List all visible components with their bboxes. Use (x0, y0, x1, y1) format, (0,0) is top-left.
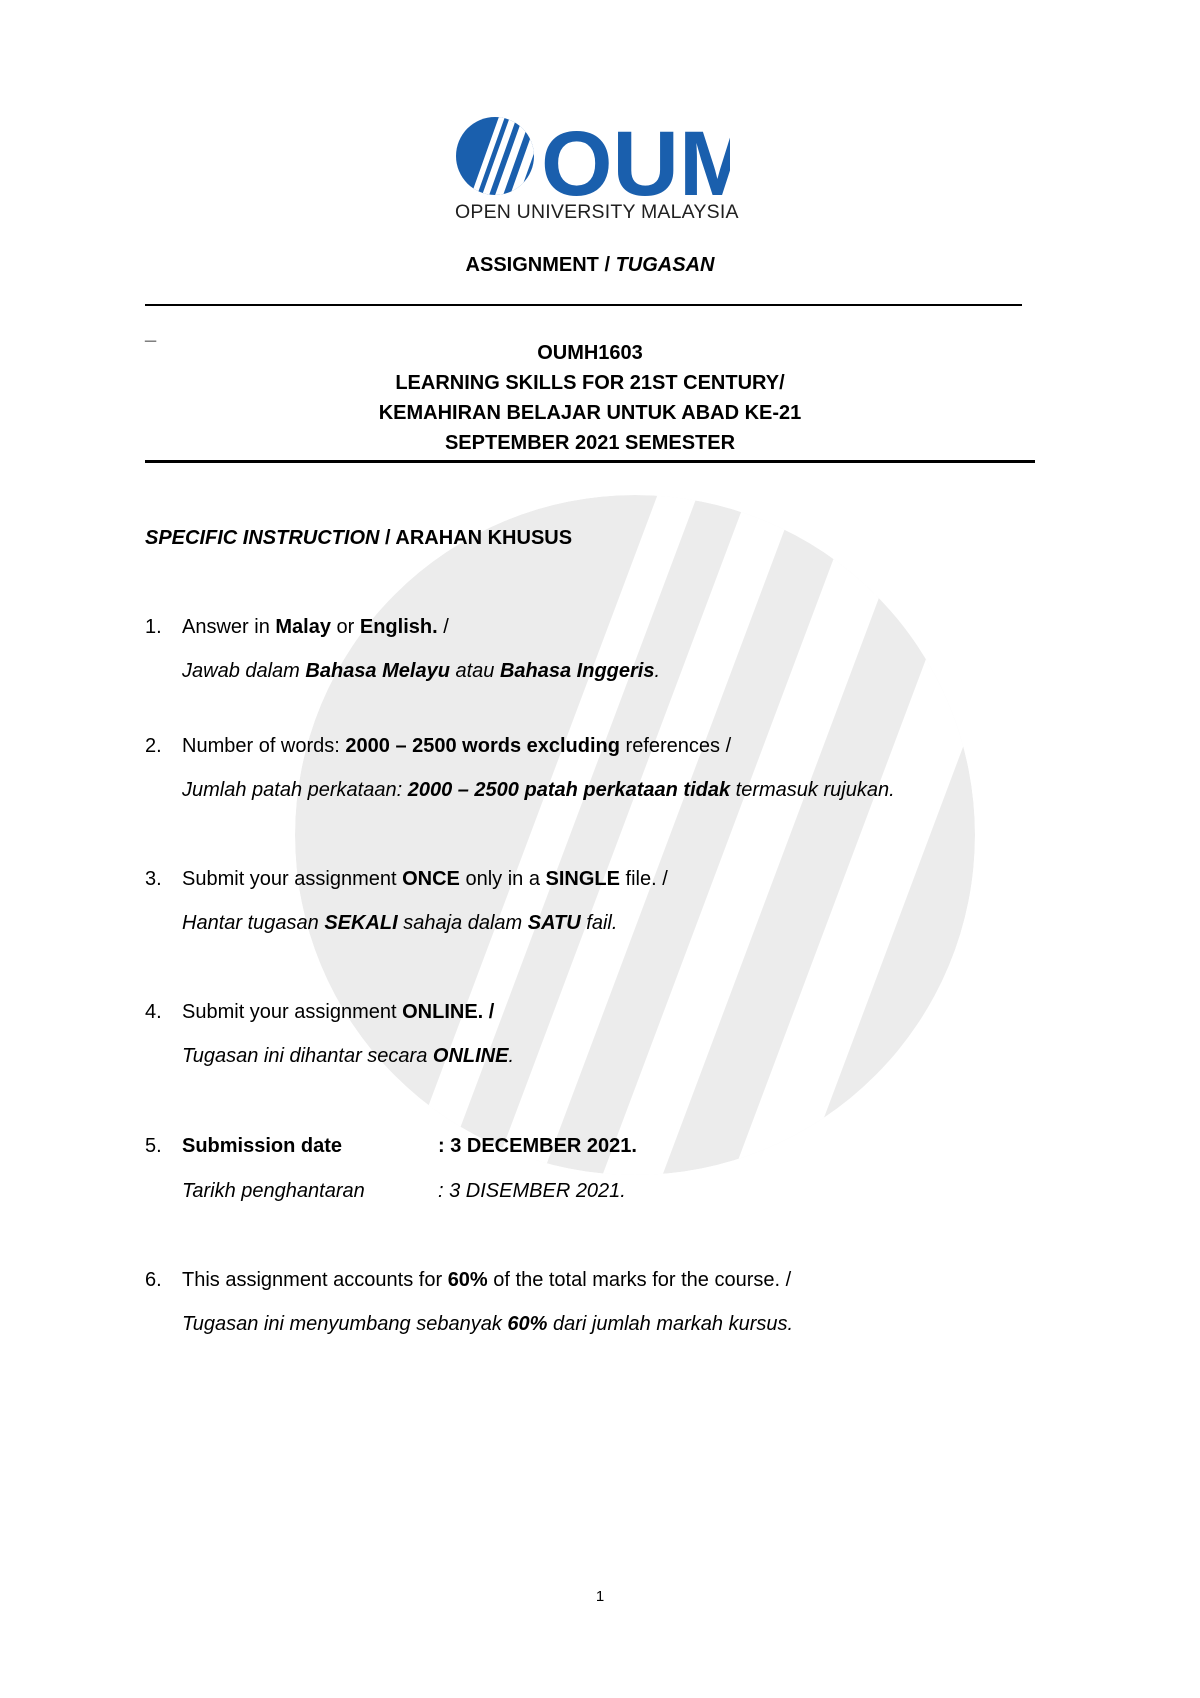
item-4-ms: Tugasan ini dihantar secara ONLINE. (182, 1045, 515, 1067)
course-title-en: LEARNING SKILLS FOR 21ST CENTURY/ (395, 372, 785, 394)
semester: SEPTEMBER 2021 SEMESTER (444, 432, 736, 454)
course-title-ms: KEMAHIRAN BELAJAR UNTUK ABAD KE-21 (378, 402, 802, 424)
item-number: 4. (145, 1001, 162, 1023)
oum-logo (455, 115, 739, 225)
item-number: 1. (145, 616, 162, 638)
item-2-ms: Jumlah patah perkataan: 2000 – 2500 patah perkataan tidak termasuk rujukan. (182, 779, 895, 801)
item-number: 6. (145, 1269, 162, 1291)
item-1-en: Answer in Malay or English. / (182, 616, 449, 638)
document-type-title: ASSIGNMENT / TUGASAN (465, 254, 715, 276)
item-6-ms: Tugasan ini menyumbang sebanyak 60% dari jumlah markah kursus. (182, 1313, 794, 1335)
item-5-label-ms: Tarikh penghantaran (182, 1180, 365, 1202)
item-5-value-en: : 3 DECEMBER 2021. (438, 1135, 637, 1157)
item-4-en: Submit your assignment ONLINE. / (182, 1001, 495, 1023)
item-number: 2. (145, 735, 162, 757)
item-5-value-ms: : 3 DISEMBER 2021. (438, 1180, 626, 1202)
logo-tagline: OPEN UNIVERSITY MALAYSIA (455, 201, 739, 223)
item-3-en: Submit your assignment ONCE only in a SINGLE file. / (182, 868, 668, 890)
item-1-ms: Jawab dalam Bahasa Melayu atau Bahasa Inggeris. (182, 660, 661, 682)
oum-logo-icon (455, 115, 730, 201)
svg-text:OUM: OUM (541, 115, 730, 201)
header-rule-bottom (145, 460, 1035, 463)
header-rule-top (145, 304, 1022, 306)
course-code: OUMH1603 (537, 342, 643, 364)
oum-watermark-icon (285, 495, 985, 1175)
instructions-heading: SPECIFIC INSTRUCTION / ARAHAN KHUSUS (145, 527, 573, 549)
page-number: 1 (595, 1588, 605, 1605)
item-3-ms: Hantar tugasan SEKALI sahaja dalam SATU fail. (182, 912, 618, 934)
item-6-en: This assignment accounts for 60% of the total marks for the course. / (182, 1269, 792, 1291)
item-number: 3. (145, 868, 162, 890)
item-2-en: Number of words: 2000 – 2500 words excluding references / (182, 735, 732, 757)
header-dash: _ (145, 322, 157, 344)
item-number: 5. (145, 1135, 162, 1157)
item-5-label-en: Submission date (182, 1135, 343, 1157)
